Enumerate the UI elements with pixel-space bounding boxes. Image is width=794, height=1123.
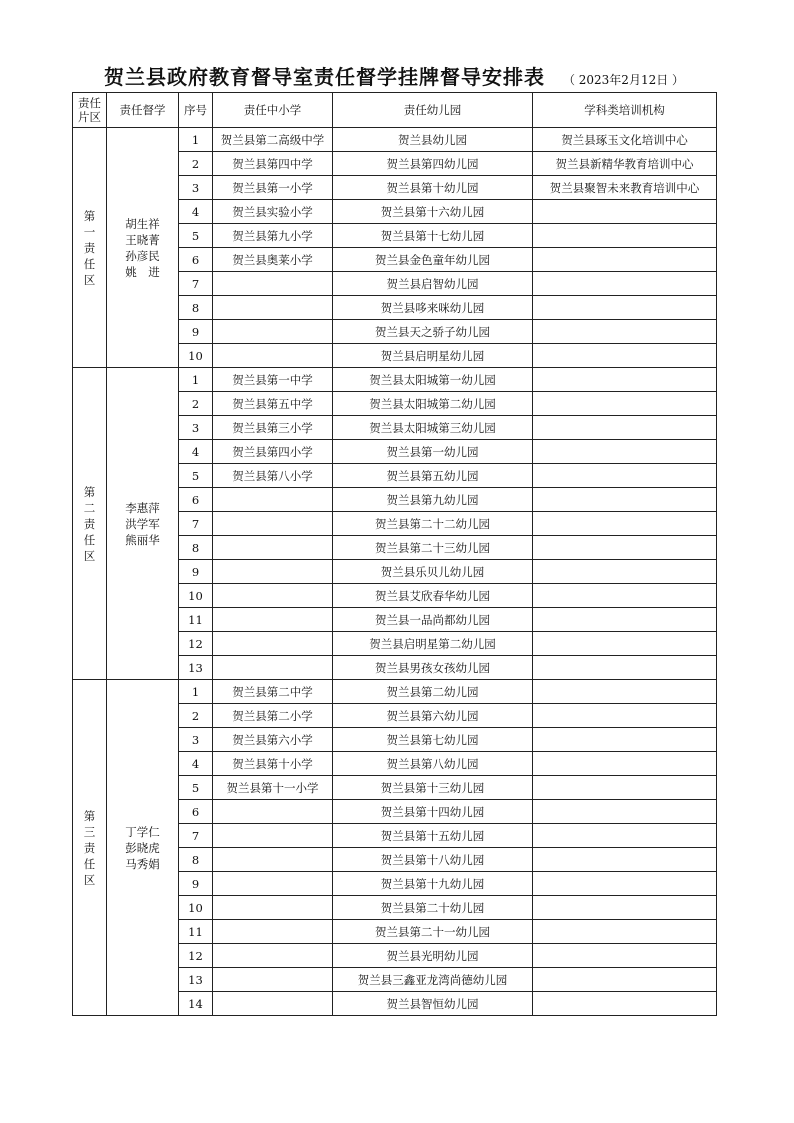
seq-cell: 13 [179, 968, 213, 992]
zone-char: 责 [83, 240, 96, 255]
school-cell [213, 320, 333, 344]
schedule-table [72, 92, 717, 1016]
school-cell [213, 824, 333, 848]
kindergarten-cell: 贺兰县太阳城第二幼儿园 [333, 392, 533, 416]
kindergarten-cell: 贺兰县启智幼儿园 [333, 272, 533, 296]
training-cell [533, 680, 717, 704]
training-cell [533, 776, 717, 800]
kindergarten-cell: 贺兰县光明幼儿园 [333, 944, 533, 968]
school-cell [213, 560, 333, 584]
seq-cell: 4 [179, 200, 213, 224]
kindergarten-cell: 贺兰县启明星幼儿园 [333, 344, 533, 368]
kindergarten-cell: 贺兰县哆来咪幼儿园 [333, 296, 533, 320]
kindergarten-cell: 贺兰县第二十一幼儿园 [333, 920, 533, 944]
school-cell [213, 512, 333, 536]
training-cell [533, 968, 717, 992]
supervisor-name: 孙彦民 [125, 248, 160, 263]
zone-cell [73, 368, 107, 680]
supervisor-name: 马秀娟 [125, 856, 160, 871]
training-cell [533, 992, 717, 1016]
kindergarten-cell: 贺兰县智恒幼儿园 [333, 992, 533, 1016]
training-cell [533, 368, 717, 392]
training-cell [533, 296, 717, 320]
document-header [72, 62, 716, 90]
seq-cell: 1 [179, 680, 213, 704]
zone-char: 第 [83, 808, 96, 823]
seq-cell: 8 [179, 296, 213, 320]
school-cell: 贺兰县第二小学 [213, 704, 333, 728]
seq-cell: 9 [179, 872, 213, 896]
supervisor-name: 姚 进 [125, 264, 160, 279]
kindergarten-cell: 贺兰县第十四幼儿园 [333, 800, 533, 824]
zone-char: 区 [83, 548, 96, 563]
supervisor-name: 丁学仁 [125, 824, 160, 839]
school-cell [213, 944, 333, 968]
seq-cell: 3 [179, 416, 213, 440]
zone-char: 第 [83, 208, 96, 223]
seq-cell: 5 [179, 224, 213, 248]
training-cell [533, 608, 717, 632]
zone-char: 任 [83, 856, 96, 871]
header-zone [73, 93, 107, 128]
seq-cell: 2 [179, 704, 213, 728]
school-cell [213, 656, 333, 680]
header-zone-line2: 片区 [78, 110, 101, 124]
school-cell: 贺兰县实验小学 [213, 200, 333, 224]
kindergarten-cell: 贺兰县金色童年幼儿园 [333, 248, 533, 272]
seq-cell: 6 [179, 248, 213, 272]
kindergarten-cell: 贺兰县第二幼儿园 [333, 680, 533, 704]
school-cell: 贺兰县奥莱小学 [213, 248, 333, 272]
seq-cell: 4 [179, 752, 213, 776]
seq-cell: 6 [179, 800, 213, 824]
training-cell [533, 320, 717, 344]
school-cell [213, 608, 333, 632]
training-cell [533, 824, 717, 848]
supervisor-cell [107, 680, 179, 1016]
supervisor-name: 洪学军 [125, 516, 160, 531]
kindergarten-cell: 贺兰县太阳城第三幼儿园 [333, 416, 533, 440]
table-body [73, 128, 717, 1016]
training-cell [533, 512, 717, 536]
kindergarten-cell: 贺兰县第二十三幼儿园 [333, 536, 533, 560]
school-cell: 贺兰县第三小学 [213, 416, 333, 440]
training-cell [533, 392, 717, 416]
kindergarten-cell: 贺兰县第二十幼儿园 [333, 896, 533, 920]
training-cell [533, 800, 717, 824]
zone-cell [73, 680, 107, 1016]
seq-cell: 14 [179, 992, 213, 1016]
kindergarten-cell: 贺兰县太阳城第一幼儿园 [333, 368, 533, 392]
zone-char: 责 [83, 516, 96, 531]
kindergarten-cell: 贺兰县启明星第二幼儿园 [333, 632, 533, 656]
school-cell: 贺兰县第四小学 [213, 440, 333, 464]
seq-cell: 7 [179, 512, 213, 536]
school-cell [213, 344, 333, 368]
seq-cell: 2 [179, 152, 213, 176]
seq-cell: 8 [179, 536, 213, 560]
school-cell: 贺兰县第十小学 [213, 752, 333, 776]
school-cell: 贺兰县第六小学 [213, 728, 333, 752]
zone-char: 任 [83, 256, 96, 271]
seq-cell: 13 [179, 656, 213, 680]
kindergarten-cell: 贺兰县第四幼儿园 [333, 152, 533, 176]
kindergarten-cell: 贺兰县第七幼儿园 [333, 728, 533, 752]
page-title: 贺兰县政府教育督导室责任督学挂牌督导安排表 [103, 65, 545, 89]
school-cell [213, 992, 333, 1016]
seq-cell: 11 [179, 608, 213, 632]
training-cell [533, 752, 717, 776]
school-cell [213, 584, 333, 608]
header-supervisor: 责任督学 [107, 93, 179, 128]
table-row [73, 680, 717, 704]
zone-cell [73, 128, 107, 368]
training-cell [533, 464, 717, 488]
supervisor-name: 王晓菁 [125, 232, 160, 247]
seq-cell: 3 [179, 176, 213, 200]
school-cell: 贺兰县第八小学 [213, 464, 333, 488]
training-cell [533, 200, 717, 224]
seq-cell: 5 [179, 776, 213, 800]
seq-cell: 3 [179, 728, 213, 752]
training-cell [533, 704, 717, 728]
header-row [73, 93, 717, 128]
zone-char: 责 [83, 840, 96, 855]
school-cell: 贺兰县第二高级中学 [213, 128, 333, 152]
zone-char: 区 [83, 272, 96, 287]
kindergarten-cell: 贺兰县第十三幼儿园 [333, 776, 533, 800]
seq-cell: 10 [179, 896, 213, 920]
training-cell [533, 920, 717, 944]
zone-char: 一 [83, 224, 96, 239]
training-cell [533, 632, 717, 656]
training-cell [533, 896, 717, 920]
seq-cell: 7 [179, 272, 213, 296]
kindergarten-cell: 贺兰县第五幼儿园 [333, 464, 533, 488]
training-cell [533, 656, 717, 680]
school-cell: 贺兰县第二中学 [213, 680, 333, 704]
header-training: 学科类培训机构 [533, 93, 717, 128]
kindergarten-cell: 贺兰县第一幼儿园 [333, 440, 533, 464]
kindergarten-cell: 贺兰县第十九幼儿园 [333, 872, 533, 896]
training-cell [533, 344, 717, 368]
kindergarten-cell: 贺兰县第九幼儿园 [333, 488, 533, 512]
school-cell [213, 272, 333, 296]
kindergarten-cell: 贺兰县乐贝儿幼儿园 [333, 560, 533, 584]
kindergarten-cell: 贺兰县第八幼儿园 [333, 752, 533, 776]
school-cell [213, 632, 333, 656]
school-cell [213, 896, 333, 920]
zone-char: 二 [83, 500, 96, 515]
kindergarten-cell: 贺兰县三鑫亚龙湾尚德幼儿园 [333, 968, 533, 992]
seq-cell: 4 [179, 440, 213, 464]
school-cell [213, 872, 333, 896]
training-cell: 贺兰县新精华教育培训中心 [533, 152, 717, 176]
training-cell [533, 848, 717, 872]
school-cell: 贺兰县第一中学 [213, 368, 333, 392]
kindergarten-cell: 贺兰县男孩女孩幼儿园 [333, 656, 533, 680]
kindergarten-cell: 贺兰县第二十二幼儿园 [333, 512, 533, 536]
training-cell [533, 728, 717, 752]
training-cell: 贺兰县琢玉文化培训中心 [533, 128, 717, 152]
kindergarten-cell: 贺兰县幼儿园 [333, 128, 533, 152]
seq-cell: 2 [179, 392, 213, 416]
table-header [73, 93, 717, 128]
header-seq: 序号 [179, 93, 213, 128]
training-cell [533, 224, 717, 248]
header-zone-line1: 责任 [78, 96, 101, 110]
seq-cell: 12 [179, 632, 213, 656]
supervisor-name: 李惠萍 [125, 500, 160, 515]
supervisor-cell [107, 128, 179, 368]
supervisor-name: 熊丽华 [125, 532, 160, 547]
seq-cell: 9 [179, 320, 213, 344]
kindergarten-cell: 贺兰县天之骄子幼儿园 [333, 320, 533, 344]
seq-cell: 11 [179, 920, 213, 944]
document-date: （ 2023年2月12日 ） [562, 73, 685, 87]
seq-cell: 6 [179, 488, 213, 512]
school-cell: 贺兰县第十一小学 [213, 776, 333, 800]
training-cell [533, 584, 717, 608]
school-cell: 贺兰县第五中学 [213, 392, 333, 416]
kindergarten-cell: 贺兰县第十幼儿园 [333, 176, 533, 200]
school-cell: 贺兰县第四中学 [213, 152, 333, 176]
training-cell [533, 440, 717, 464]
zone-char: 三 [83, 824, 96, 839]
training-cell [533, 560, 717, 584]
school-cell [213, 488, 333, 512]
school-cell [213, 536, 333, 560]
kindergarten-cell: 贺兰县第十七幼儿园 [333, 224, 533, 248]
seq-cell: 7 [179, 824, 213, 848]
training-cell [533, 488, 717, 512]
school-cell: 贺兰县第九小学 [213, 224, 333, 248]
seq-cell: 8 [179, 848, 213, 872]
school-cell: 贺兰县第一小学 [213, 176, 333, 200]
training-cell [533, 944, 717, 968]
seq-cell: 12 [179, 944, 213, 968]
kindergarten-cell: 贺兰县第六幼儿园 [333, 704, 533, 728]
zone-char: 任 [83, 532, 96, 547]
school-cell [213, 968, 333, 992]
header-school: 责任中小学 [213, 93, 333, 128]
school-cell [213, 296, 333, 320]
zone-char: 区 [83, 872, 96, 887]
kindergarten-cell: 贺兰县第十八幼儿园 [333, 848, 533, 872]
training-cell: 贺兰县聚智未来教育培训中心 [533, 176, 717, 200]
kindergarten-cell: 贺兰县第十五幼儿园 [333, 824, 533, 848]
supervisor-name: 彭晓虎 [125, 840, 160, 855]
header-kindergarten: 责任幼儿园 [333, 93, 533, 128]
seq-cell: 5 [179, 464, 213, 488]
zone-char: 第 [83, 484, 96, 499]
school-cell [213, 848, 333, 872]
table-row [73, 368, 717, 392]
table-row [73, 128, 717, 152]
supervisor-cell [107, 368, 179, 680]
kindergarten-cell: 贺兰县一品尚都幼儿园 [333, 608, 533, 632]
supervisor-name: 胡生祥 [125, 216, 160, 231]
seq-cell: 1 [179, 368, 213, 392]
training-cell [533, 272, 717, 296]
seq-cell: 10 [179, 584, 213, 608]
kindergarten-cell: 贺兰县第十六幼儿园 [333, 200, 533, 224]
training-cell [533, 536, 717, 560]
seq-cell: 9 [179, 560, 213, 584]
school-cell [213, 920, 333, 944]
school-cell [213, 800, 333, 824]
kindergarten-cell: 贺兰县艾欣春华幼儿园 [333, 584, 533, 608]
seq-cell: 10 [179, 344, 213, 368]
seq-cell: 1 [179, 128, 213, 152]
training-cell [533, 248, 717, 272]
training-cell [533, 872, 717, 896]
training-cell [533, 416, 717, 440]
